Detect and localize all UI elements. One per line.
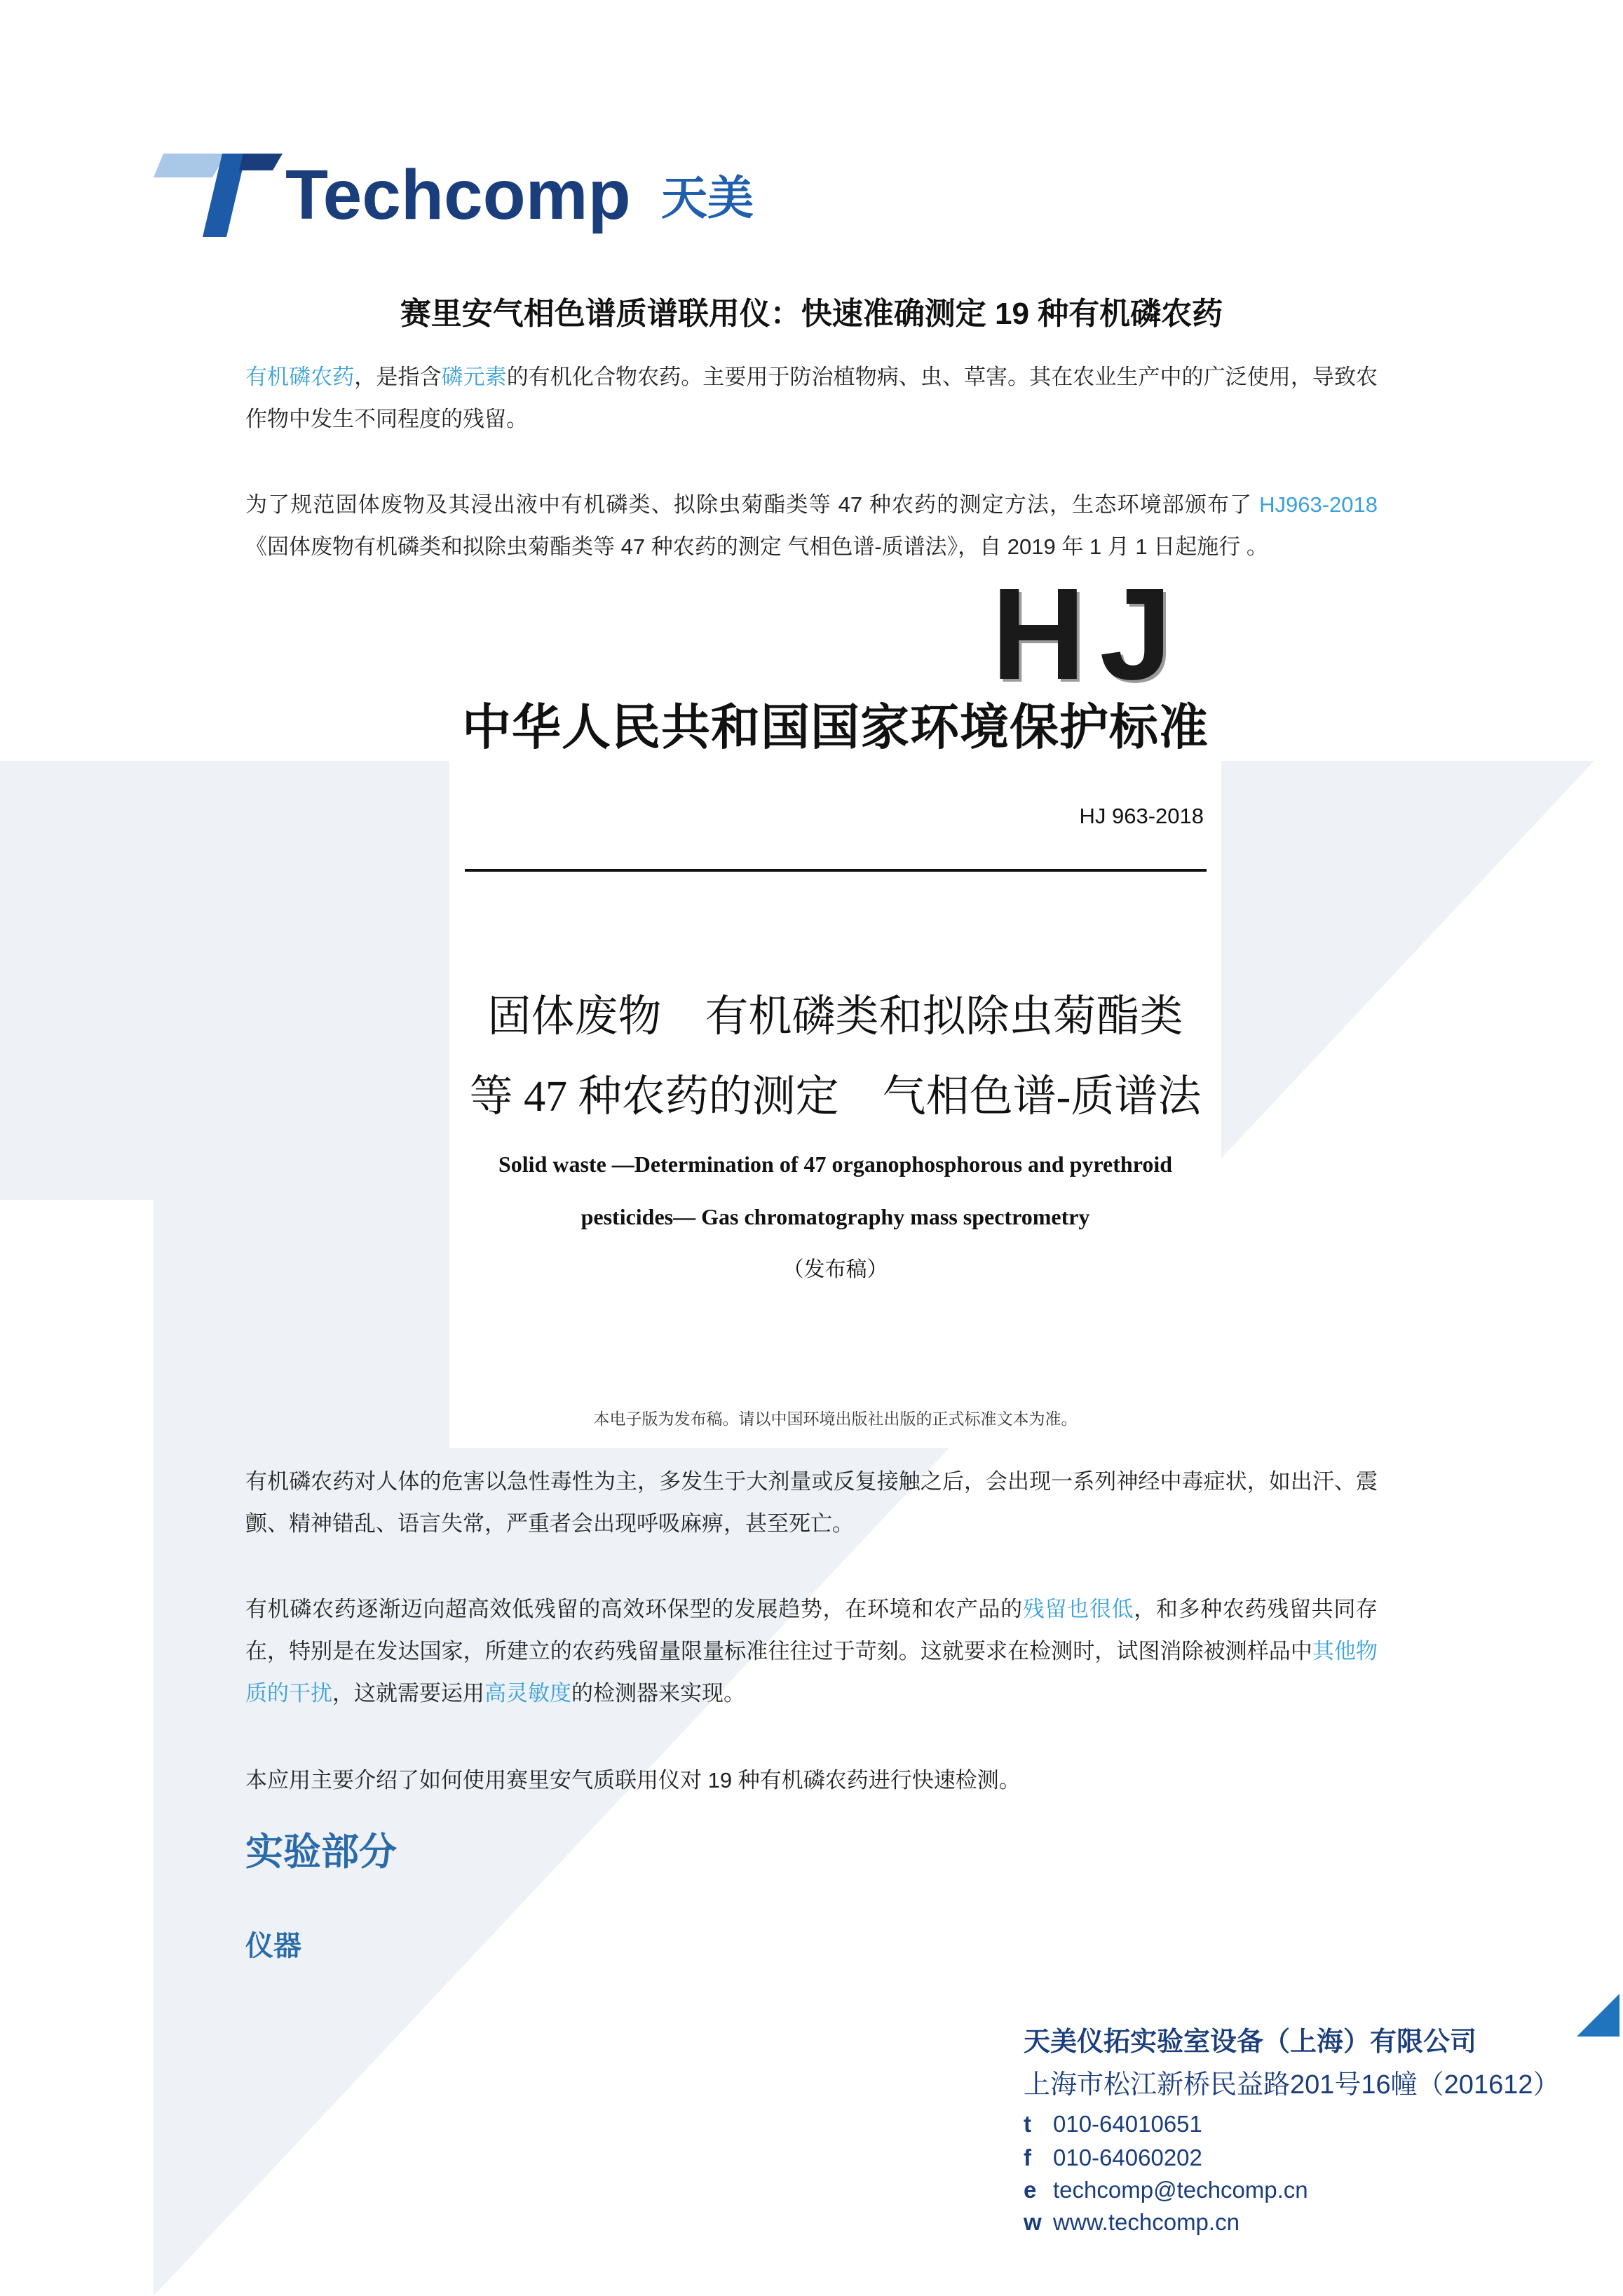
- paragraph-text: ，和多种农药残留共同存在，特别是在发达国家，所建立的农药残留量限量标准往往过于苛刻。这就要求在检测时，试图消除被测样品中: [245, 1597, 1378, 1663]
- paragraph-text: 本应用主要介绍了如何使用赛里安气质联用仪对 19 种有机磷农药进行快速检测。: [245, 1768, 1021, 1792]
- logo-brand-en: Techcomp: [285, 156, 631, 234]
- contact-label: f: [1024, 2145, 1031, 2170]
- intro-paragraph-2: [245, 484, 1378, 568]
- techcomp-logo: [154, 154, 756, 241]
- hj-code-mark: HJ: [991, 562, 1186, 707]
- link-hj963-2018[interactable]: HJ963-2018: [1259, 492, 1378, 517]
- standard-title-cn-line-1: 固体废物 有机磷类和拟除虫菊酯类: [487, 993, 1183, 1041]
- body-paragraph-3: [245, 1461, 1378, 1545]
- section-heading: 实验部分: [245, 1831, 397, 1873]
- standard-number: HJ 963-2018: [1079, 804, 1204, 828]
- standard-title-en-line-1: Solid waste —Determination of 47 organophosphorous and pyrethroid: [498, 1152, 1172, 1177]
- link-phosphorus-element[interactable]: 磷元素: [441, 365, 507, 389]
- standard-note: 本电子版为发布稿。请以中国环境出版社出版的正式标准文本为准。: [593, 1410, 1078, 1428]
- paragraph-text: 《固体废物有机磷类和拟除虫菊酯类等 47 种农药的测定 气相色谱-质谱法》，自 2019 年 1 月 1 日起施行 。: [245, 534, 1268, 559]
- link-high-sensitivity[interactable]: 高灵敏度: [484, 1681, 571, 1706]
- techcomp-t-mark-icon: [154, 154, 283, 237]
- paragraph-text: 有机磷农药逐渐迈向超高效低残留的高效环保型的发展趋势，在环境和农产品的: [245, 1597, 1023, 1621]
- footer-contact-email: [1024, 2174, 1514, 2206]
- footer-company-name: 天美仪拓实验室设备（上海）有限公司: [1024, 2027, 1477, 2057]
- intro-paragraph-1: [245, 356, 1378, 440]
- link-organophosphorus-pesticide[interactable]: 有机磷农药: [245, 365, 355, 389]
- contact-label: t: [1024, 2111, 1031, 2137]
- corner-triangle-icon: [1577, 1994, 1619, 2037]
- contact-label: e: [1024, 2177, 1037, 2203]
- paragraph-text: 的检测器来实现。: [571, 1681, 745, 1706]
- standard-org-title: 中华人民共和国国家环境保护标准: [462, 700, 1209, 755]
- section-subheading: 仪器: [245, 1931, 301, 1961]
- footer-contact-website: [1024, 2206, 1514, 2238]
- standard-title-cn-line-2: 等 47 种农药的测定 气相色谱-质谱法: [469, 1073, 1202, 1121]
- contact-value: 010-64010651: [1053, 2111, 1202, 2137]
- paragraph-text: 的有机化合物农药。主要用于防治植物病、虫、草害。其在农业生产中的广泛使用，导致农作物中发生不同程度的残留。: [245, 365, 1378, 431]
- contact-label: w: [1024, 2209, 1042, 2235]
- article-title: 赛里安气相色谱质谱联用仪：快速准确测定 19 种有机磷农药: [400, 297, 1223, 331]
- standard-status: （发布稿）: [782, 1258, 888, 1281]
- standard-cover-image: [449, 561, 1221, 1448]
- link-matrix-interference[interactable]: 其他物质的干扰: [245, 1639, 1378, 1706]
- body-paragraph-5: [245, 1760, 1378, 1802]
- email-link[interactable]: techcomp@techcomp.cn: [1053, 2177, 1308, 2203]
- logo-brand-cn: 天美: [661, 172, 754, 224]
- standard-title-en-line-2: pesticides— Gas chromatography mass spectrometry: [580, 1204, 1090, 1229]
- contact-value: 010-64060202: [1053, 2145, 1202, 2170]
- paragraph-text: ，这就需要运用: [332, 1681, 484, 1706]
- paragraph-text: ，是指含: [354, 365, 442, 389]
- link-low-residue[interactable]: 残留也很低: [1022, 1597, 1134, 1621]
- footer-contact-fax: [1024, 2142, 1514, 2174]
- divider-line: [465, 869, 1207, 872]
- footer-address: 上海市松江新桥民益路201号16幢（201612）: [1024, 2070, 1560, 2100]
- paragraph-text: 为了规范固体废物及其浸出液中有机磷类、拟除虫菊酯类等 47 种农药的测定方法，生态环境部颁布了: [245, 492, 1260, 517]
- footer-contact-phone: [1024, 2108, 1514, 2140]
- website-link[interactable]: www.techcomp.cn: [1053, 2209, 1240, 2235]
- paragraph-text: 有机磷农药对人体的危害以急性毒性为主，多发生于大剂量或反复接触之后，会出现一系列神经中毒症状，如出汗、震颤、精神错乱、语言失常，严重者会出现呼吸麻痹，甚至死亡。: [245, 1469, 1378, 1536]
- body-paragraph-4: [245, 1588, 1378, 1715]
